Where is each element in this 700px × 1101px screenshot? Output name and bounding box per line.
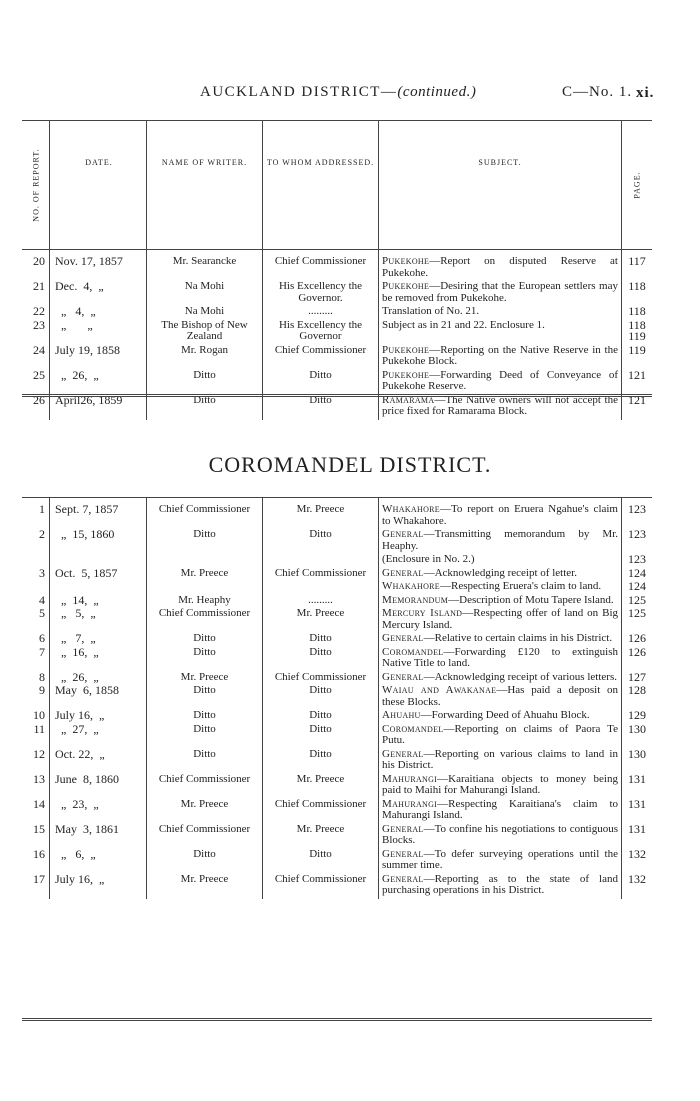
subject-cell (379, 685, 622, 710)
date-cell: „ 7, „ (50, 633, 147, 647)
writer-cell: Mr. Preece (147, 799, 263, 824)
writer-cell: Ditto (147, 724, 263, 749)
table-row (22, 749, 652, 774)
table-row (22, 281, 652, 306)
subject-cell (379, 370, 622, 395)
subject-keyword: Coromandel (382, 722, 444, 735)
page-ref: 132 (628, 846, 646, 861)
col-page-header: PAGE. (622, 121, 653, 250)
writer-cell: Chief Commissioner (147, 824, 263, 849)
date-cell: „ 16, „ (50, 647, 147, 672)
writer-cell (147, 581, 263, 595)
report-number: 1 (22, 504, 50, 529)
subject-text: —The Native owners will not accept the price fixed for Ramarama Block. (382, 393, 618, 417)
report-number: 22 (22, 306, 50, 320)
table-row (22, 710, 652, 724)
date-cell: „ 6, „ (50, 849, 147, 874)
table-row (22, 395, 652, 420)
date-cell: July 16, „ (50, 710, 147, 724)
table-row (22, 647, 652, 672)
writer-cell: The Bishop of New Zealand (147, 320, 263, 345)
table-row (22, 581, 652, 595)
page-ref: 123 (628, 502, 646, 516)
subject-cell (379, 595, 622, 609)
col-to-header: TO WHOM ADDRESSED. (263, 121, 379, 250)
page-ref: 131 (628, 796, 646, 811)
subject-cell (379, 672, 622, 686)
date-cell: Oct. 22, „ (50, 749, 147, 774)
table-row (22, 306, 652, 320)
writer-cell: Na Mohi (147, 306, 263, 320)
subject-keyword: Ahuahu (382, 709, 421, 721)
auckland-table (22, 121, 652, 420)
subject-keyword: Pukekohe (382, 255, 430, 267)
table-row (22, 370, 652, 395)
addressee-cell: Ditto (263, 395, 379, 420)
table-row (22, 685, 652, 710)
addressee-cell: Mr. Preece (263, 774, 379, 799)
subject-keyword: General (382, 670, 424, 683)
subject-text: —Forwarding £120 to extinguish Native Title to land. (382, 645, 618, 669)
subject-text: —Transmitting memorandum by Mr. Heaphy. (382, 528, 618, 552)
page-ref: 125 (628, 592, 646, 607)
page-ref: 121 (628, 392, 646, 407)
subject-keyword: Whakahore (382, 503, 440, 515)
subject-text: —Forwarding Deed of Ahuahu Block. (420, 709, 590, 721)
subject-text: —Reporting on the Native Reserve in the Pukekohe Block. (382, 343, 618, 367)
subject-keyword: General (382, 528, 424, 540)
report-number: 6 (22, 633, 50, 647)
date-cell: „ 15, 1860 (50, 529, 147, 554)
report-number: 8 (22, 672, 50, 686)
subject-cell (379, 568, 622, 582)
page-ref: 123 (628, 527, 646, 541)
column-header-row (22, 121, 652, 250)
subject-keyword: General (382, 822, 424, 835)
addressee-cell: Ditto (263, 647, 379, 672)
table-row (22, 504, 652, 529)
page-ref: 129 (628, 708, 646, 722)
subject-cell (379, 874, 622, 899)
writer-cell: Ditto (147, 749, 263, 774)
report-number: 24 (22, 345, 50, 370)
date-cell: May 3, 1861 (50, 824, 147, 849)
addressee-cell: Mr. Preece (263, 824, 379, 849)
report-number (22, 581, 50, 595)
addressee-cell: Mr. Preece (263, 608, 379, 633)
addressee-cell: Ditto (263, 749, 379, 774)
addressee-cell: Ditto (263, 710, 379, 724)
table-row (22, 849, 652, 874)
addressee-cell: Mr. Preece (263, 504, 379, 529)
table-row (22, 608, 652, 633)
addressee-cell: Ditto (263, 529, 379, 554)
subject-text: —Respecting Eruera's claim to land. (439, 580, 602, 592)
subject-cell (379, 774, 622, 799)
table-row (22, 799, 652, 824)
report-number: 20 (22, 256, 50, 281)
subject-cell (379, 281, 622, 306)
subject-keyword: Pukekohe (382, 280, 430, 292)
subject-cell (379, 824, 622, 849)
subject-text: —Report on disputed Reserve at Pukekohe. (382, 255, 618, 279)
addressee-cell: Ditto (263, 849, 379, 874)
page-ref: 126 (628, 631, 646, 645)
subject-cell (379, 749, 622, 774)
subject-keyword: General (382, 847, 424, 860)
date-cell: Dec. 4, „ (50, 281, 147, 306)
writer-cell: Mr. Preece (147, 874, 263, 899)
addressee-cell: ......... (263, 306, 379, 320)
report-number: 9 (22, 685, 50, 710)
writer-cell: Ditto (147, 370, 263, 395)
subject-text: —Acknowledging receipt of various letters. (423, 670, 617, 683)
addressee-cell (263, 554, 379, 568)
coromandel-bottom-rule (22, 1018, 652, 1021)
addressee-cell: Ditto (263, 724, 379, 749)
writer-cell: Mr. Rogan (147, 345, 263, 370)
addressee-cell: Chief Commissioner (263, 256, 379, 281)
subject-keyword: Pukekohe (382, 343, 430, 356)
subject-keyword: Memorandum (382, 593, 449, 606)
section-title: COROMANDEL DISTRICT. (208, 452, 492, 477)
writer-cell: Ditto (147, 529, 263, 554)
addressee-cell: Ditto (263, 685, 379, 710)
table-row (22, 824, 652, 849)
subject-text: —To confine his negotiations to contiguous Blocks. (382, 822, 618, 846)
addressee-cell: Ditto (263, 633, 379, 647)
writer-cell: Ditto (147, 633, 263, 647)
subject-cell (379, 256, 622, 281)
page-ref: 131 (628, 771, 646, 786)
date-cell: Oct. 5, 1857 (50, 568, 147, 582)
writer-cell: Ditto (147, 710, 263, 724)
addressee-cell: Chief Commissioner (263, 568, 379, 582)
date-cell: „ „ (50, 320, 147, 345)
report-number: 26 (22, 395, 50, 420)
report-number: 4 (22, 595, 50, 609)
date-cell: Nov. 17, 1857 (50, 256, 147, 281)
addressee-cell: ......... (263, 595, 379, 609)
subject-keyword: Mahurangi (382, 772, 438, 785)
subject-cell (379, 395, 622, 420)
date-cell: July 16, „ (50, 874, 147, 899)
subject-cell (379, 710, 622, 724)
writer-cell: Ditto (147, 395, 263, 420)
subject-text: —Reporting as to the state of land purchasing operations in his District. (382, 872, 618, 896)
writer-cell: Mr. Preece (147, 672, 263, 686)
table-row (22, 529, 652, 554)
subject-text: —Has paid a deposit on these Blocks. (382, 684, 618, 708)
report-number: 11 (22, 724, 50, 749)
subject-text: —Desiring that the European settlers may be removed from Pukekohe. (382, 280, 618, 304)
writer-cell: Mr. Heaphy (147, 595, 263, 609)
page-ref: 117 (628, 254, 646, 268)
report-number: 10 (22, 710, 50, 724)
subject-text: —Reporting on claims of Paora Te Putu. (382, 722, 618, 746)
subject-cell (379, 529, 622, 554)
page-ref: 121 (628, 367, 646, 382)
subject-cell (379, 554, 622, 568)
addressee-cell (263, 581, 379, 595)
page-ref: 131 (628, 821, 646, 836)
subject-cell (379, 724, 622, 749)
page-ref: 125 (628, 606, 646, 620)
subject-text: —To defer surveying operations until the summer time. (382, 847, 618, 871)
report-number: 21 (22, 281, 50, 306)
page-number: xi. (636, 85, 655, 101)
col-no-header: NO. OF REPORT. (22, 121, 50, 250)
addressee-cell: Chief Commissioner (263, 799, 379, 824)
table-row (22, 595, 652, 609)
addressee-cell: Ditto (263, 370, 379, 395)
addressee-cell: His Excellency the Governor (263, 320, 379, 345)
subject-cell (379, 633, 622, 647)
district-title: AUCKLAND DISTRICT—(continued.) (200, 84, 477, 100)
subject-keyword: General (382, 747, 424, 760)
page-ref: 130 (628, 746, 646, 761)
report-number: 15 (22, 824, 50, 849)
table-row (22, 874, 652, 899)
subject-text: (Enclosure in No. 2.) (382, 553, 475, 565)
report-number: 13 (22, 774, 50, 799)
report-number: 3 (22, 568, 50, 582)
date-cell: „ 4, „ (50, 306, 147, 320)
subject-text: —Karaitiana objects to money being paid to Maihi for Mahurangi Island. (382, 772, 618, 796)
subject-cell (379, 647, 622, 672)
addressee-cell: Chief Commissioner (263, 672, 379, 686)
report-number: 2 (22, 529, 50, 554)
subject-text: Translation of No. 21. (382, 305, 480, 317)
report-number: 14 (22, 799, 50, 824)
date-cell: „ 27, „ (50, 724, 147, 749)
report-number: 25 (22, 370, 50, 395)
subject-cell (379, 581, 622, 595)
page-ref: 124 (628, 579, 646, 593)
page-ref: 128 (628, 683, 646, 697)
addressee-cell: Chief Commissioner (263, 874, 379, 899)
subject-cell (379, 849, 622, 874)
report-number: 23 (22, 320, 50, 345)
writer-cell: Ditto (147, 849, 263, 874)
subject-keyword: Whakahore (382, 580, 440, 592)
writer-cell: Chief Commissioner (147, 608, 263, 633)
date-cell: June 8, 1860 (50, 774, 147, 799)
subject-text: —Forwarding Deed of Conveyance of Pukekohe Reserve. (382, 368, 618, 392)
table-row (22, 633, 652, 647)
writer-cell: Chief Commissioner (147, 504, 263, 529)
page-ref: 123 (628, 552, 646, 566)
table-row (22, 256, 652, 281)
subject-keyword: Mercury Island (382, 607, 463, 619)
date-cell: May 6, 1858 (50, 685, 147, 710)
report-number: 16 (22, 849, 50, 874)
subject-text: —Acknowledging receipt of letter. (423, 566, 577, 579)
addressee-cell: Chief Commissioner (263, 345, 379, 370)
report-number: 7 (22, 647, 50, 672)
date-cell: April26, 1859 (50, 395, 147, 420)
table-row (22, 345, 652, 370)
writer-cell: Na Mohi (147, 281, 263, 306)
coromandel-table (22, 498, 652, 899)
date-cell: „ 14, „ (50, 595, 147, 609)
writer-cell (147, 554, 263, 568)
date-cell: July 19, 1858 (50, 345, 147, 370)
table-row (22, 320, 652, 345)
table-row (22, 724, 652, 749)
subject-cell (379, 306, 622, 320)
writer-cell: Mr. Preece (147, 568, 263, 582)
page-ref: 132 (628, 871, 646, 886)
writer-cell: Chief Commissioner (147, 774, 263, 799)
writer-cell: Mr. Searancke (147, 256, 263, 281)
subject-cell (379, 799, 622, 824)
subject-keyword: Ramarama (382, 393, 435, 406)
subject-text: —Reporting on various claims to land in his District. (382, 747, 618, 771)
subject-keyword: Waiau and Awakanae (382, 684, 497, 696)
report-number: 12 (22, 749, 50, 774)
subject-cell (379, 320, 622, 345)
subject-keyword: General (382, 566, 424, 579)
subject-cell (379, 345, 622, 370)
subject-keyword: Pukekohe (382, 368, 430, 381)
date-cell: „ 23, „ (50, 799, 147, 824)
writer-cell: Ditto (147, 647, 263, 672)
col-writer-header: NAME OF WRITER. (147, 121, 263, 250)
col-date-header: DATE. (50, 121, 147, 250)
subject-keyword: Coromandel (382, 645, 444, 658)
subject-cell (379, 504, 622, 529)
page-ref: 124 (628, 565, 646, 580)
subject-text: —Respecting offer of land on Big Mercury Island. (382, 607, 618, 631)
subject-text: —To report on Eruera Ngahue's claim to Whakahore. (382, 503, 618, 527)
page-ref: 127 (628, 669, 646, 684)
subject-keyword: Mahurangi (382, 797, 438, 810)
date-cell: „ 26, „ (50, 370, 147, 395)
page-ref: 126 (628, 644, 646, 659)
page-ref: 118 (628, 279, 646, 293)
page-ref: 118 119 (628, 317, 646, 343)
writer-cell: Ditto (147, 685, 263, 710)
date-cell: „ 5, „ (50, 608, 147, 633)
subject-text: —Respecting Karaitiana's claim to Mahurangi Island. (382, 797, 618, 821)
report-number: 17 (22, 874, 50, 899)
page-ref: 130 (628, 721, 646, 736)
date-cell: Sept. 7, 1857 (50, 504, 147, 529)
subject-keyword: General (382, 872, 424, 885)
table-row (22, 774, 652, 799)
col-subject-header: SUBJECT. (379, 121, 622, 250)
page-ref: 118 (628, 304, 646, 318)
addressee-cell: His Excellency the Governor. (263, 281, 379, 306)
subject-text: Subject as in 21 and 22. Enclosure 1. (382, 318, 545, 331)
table-row (22, 568, 652, 582)
page-ref: 119 (628, 342, 646, 357)
report-number (22, 554, 50, 568)
auckland-bottom-rule (22, 394, 652, 397)
report-number: 5 (22, 608, 50, 633)
page-header (0, 84, 700, 108)
subject-text: —Description of Motu Tapere Island. (448, 593, 614, 606)
subject-keyword: General (382, 632, 424, 644)
paper-reference: C—No. 1. (562, 84, 633, 100)
subject-text: —Relative to certain claims in his District. (423, 632, 613, 644)
subject-cell (379, 608, 622, 633)
date-cell: „ 26, „ (50, 672, 147, 686)
